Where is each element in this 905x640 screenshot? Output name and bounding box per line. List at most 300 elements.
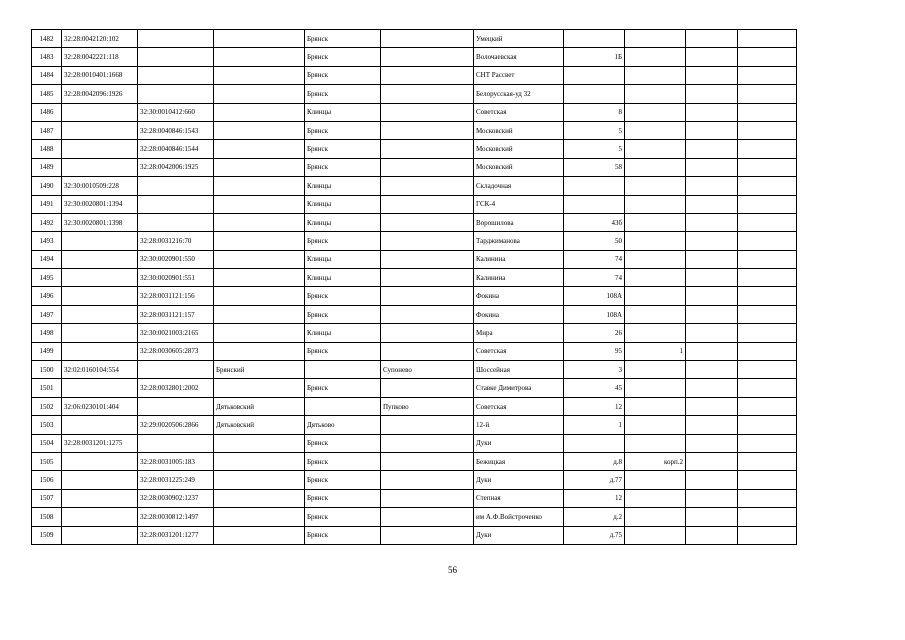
cell-settlement [381,30,474,48]
cell-house-number [564,177,625,195]
cell-row-number: 1507 [32,489,62,507]
cell-flat [686,361,738,379]
cell-street: Дуки [474,471,564,489]
table-row [32,379,797,397]
cell-building [625,508,686,526]
cell-note [738,195,797,213]
cell-district [214,158,305,176]
table-row [32,287,797,305]
cell-building [625,305,686,323]
cell-row-number: 1508 [32,508,62,526]
cell-city: Брянск [305,287,381,305]
cell-house-number [564,434,625,452]
cell-cadastral-number-b: 32:28:0031216:70 [138,232,214,250]
cell-district [214,103,305,121]
cell-city: Клинцы [305,177,381,195]
cell-district [214,526,305,544]
cell-city [305,361,381,379]
cell-cadastral-number-b [138,30,214,48]
cell-cadastral-number-a: 32:28:0010401:1668 [62,66,138,84]
cell-row-number: 1490 [32,177,62,195]
cell-street: Дуки [474,434,564,452]
cell-street: Складочная [474,177,564,195]
cell-street: им А.Ф.Войстроченко [474,508,564,526]
cell-building [625,30,686,48]
cell-street: Калинина [474,250,564,268]
cell-city: Клинцы [305,250,381,268]
cell-settlement [381,232,474,250]
cell-house-number: 5 [564,140,625,158]
table-row [32,305,797,323]
cell-settlement [381,66,474,84]
cell-note [738,342,797,360]
table-row [32,85,797,103]
cell-district [214,508,305,526]
cell-district [214,305,305,323]
cell-cadastral-number-a: 32:28:0042120:102 [62,30,138,48]
cell-cadastral-number-b: 32:30:0020901:551 [138,269,214,287]
table-row [32,250,797,268]
cell-settlement [381,140,474,158]
cell-settlement [381,269,474,287]
cell-city: Брянск [305,379,381,397]
cell-district [214,379,305,397]
cell-cadastral-number-a [62,103,138,121]
cell-street: Советская [474,103,564,121]
table-body [32,30,797,545]
cell-note [738,269,797,287]
cell-district [214,85,305,103]
cell-cadastral-number-b [138,85,214,103]
cell-district [214,213,305,231]
table-row [32,195,797,213]
cell-flat [686,489,738,507]
cell-row-number: 1505 [32,452,62,470]
cell-cadastral-number-a: 32:28:0031201:1275 [62,434,138,452]
cell-cadastral-number-a [62,324,138,342]
cell-street: Московский [474,121,564,139]
cell-district [214,121,305,139]
cell-street: СНТ Рассвет [474,66,564,84]
cell-house-number [564,66,625,84]
cell-city: Клинцы [305,269,381,287]
cell-note [738,434,797,452]
cell-cadastral-number-a [62,140,138,158]
table-row [32,232,797,250]
cell-district [214,489,305,507]
cell-city: Брянск [305,489,381,507]
cell-flat [686,213,738,231]
cell-building [625,269,686,287]
cell-cadastral-number-a [62,342,138,360]
table-row [32,269,797,287]
cell-house-number: 1 [564,416,625,434]
cell-cadastral-number-a: 32:06:0230101:404 [62,397,138,415]
table-row [32,103,797,121]
cell-settlement [381,489,474,507]
cell-row-number: 1504 [32,434,62,452]
cell-flat [686,397,738,415]
cell-building [625,434,686,452]
cell-house-number: 12 [564,397,625,415]
cell-house-number: 45 [564,379,625,397]
cell-district [214,250,305,268]
cell-street: Советская [474,397,564,415]
cell-building [625,287,686,305]
cell-row-number: 1500 [32,361,62,379]
cell-row-number: 1488 [32,140,62,158]
page-number: 56 [448,565,457,575]
cell-note [738,305,797,323]
cell-building [625,48,686,66]
cell-city: Брянск [305,526,381,544]
cell-settlement [381,434,474,452]
cell-city: Брянск [305,158,381,176]
cell-row-number: 1486 [32,103,62,121]
cell-row-number: 1494 [32,250,62,268]
cell-building [625,158,686,176]
cell-row-number: 1482 [32,30,62,48]
cell-row-number: 1484 [32,66,62,84]
cell-cadastral-number-b: 32:28:0040846:1543 [138,121,214,139]
table-row [32,361,797,379]
cell-city: Брянск [305,305,381,323]
cell-house-number: 50 [564,232,625,250]
cell-flat [686,85,738,103]
cell-building [625,416,686,434]
cell-cadastral-number-b: 32:28:0030812:1497 [138,508,214,526]
cell-city: Брянск [305,121,381,139]
cell-cadastral-number-a [62,121,138,139]
cell-settlement [381,103,474,121]
table-row [32,48,797,66]
table-row [32,324,797,342]
cell-row-number: 1492 [32,213,62,231]
cell-cadastral-number-b: 32:28:0031005:183 [138,452,214,470]
cell-settlement [381,250,474,268]
cell-district [214,324,305,342]
cell-street: Дуки [474,526,564,544]
cell-house-number [564,85,625,103]
cell-street: Фокина [474,287,564,305]
table-row [32,30,797,48]
cell-district [214,434,305,452]
cell-city: Брянск [305,452,381,470]
cell-house-number: 74 [564,250,625,268]
cell-cadastral-number-b: 32:28:0031225:249 [138,471,214,489]
cell-note [738,287,797,305]
cell-settlement [381,48,474,66]
cell-flat [686,452,738,470]
table-row [32,397,797,415]
cell-note [738,416,797,434]
cell-flat [686,508,738,526]
cell-flat [686,48,738,66]
cell-building [625,379,686,397]
cell-district [214,195,305,213]
cell-district [214,66,305,84]
cell-city: Клинцы [305,195,381,213]
cell-settlement [381,195,474,213]
cell-flat [686,140,738,158]
cell-row-number: 1483 [32,48,62,66]
cell-district [214,452,305,470]
cell-settlement [381,416,474,434]
cell-flat [686,269,738,287]
cell-flat [686,30,738,48]
cell-row-number: 1496 [32,287,62,305]
cell-cadastral-number-a: 32:30:0020801:1394 [62,195,138,213]
cell-city: Брянск [305,342,381,360]
cell-house-number: д.8 [564,452,625,470]
cell-cadastral-number-a [62,416,138,434]
cell-cadastral-number-b: 32:29:0020506:2866 [138,416,214,434]
table-row [32,158,797,176]
cell-cadastral-number-a: 32:28:0042221:118 [62,48,138,66]
cell-note [738,250,797,268]
cell-house-number: д.2 [564,508,625,526]
table-row [32,489,797,507]
table-row [32,471,797,489]
cell-cadastral-number-b [138,48,214,66]
cell-settlement [381,287,474,305]
table-row [32,121,797,139]
cell-cadastral-number-a [62,232,138,250]
cell-note [738,213,797,231]
cell-settlement [381,508,474,526]
cell-settlement: Пупково [381,397,474,415]
cell-settlement [381,342,474,360]
cell-flat [686,324,738,342]
cell-row-number: 1493 [32,232,62,250]
cell-street: Волочаевская [474,48,564,66]
cell-note [738,30,797,48]
cell-note [738,103,797,121]
cell-settlement [381,213,474,231]
cell-street: Ставке Димитрова [474,379,564,397]
cell-cadastral-number-a [62,526,138,544]
cell-cadastral-number-b: 32:28:0040846:1544 [138,140,214,158]
cell-note [738,361,797,379]
table-row [32,213,797,231]
cell-settlement [381,121,474,139]
cell-note [738,397,797,415]
cell-flat [686,471,738,489]
cell-settlement [381,379,474,397]
cell-building [625,177,686,195]
cell-cadastral-number-a: 32:28:0042096:1926 [62,85,138,103]
cell-city: Дятьково [305,416,381,434]
cell-street: Степная [474,489,564,507]
cell-row-number: 1485 [32,85,62,103]
cell-row-number: 1498 [32,324,62,342]
cell-building: 1 [625,342,686,360]
cell-district [214,232,305,250]
table-row [32,452,797,470]
cell-cadastral-number-a [62,471,138,489]
cell-flat [686,250,738,268]
table-row [32,526,797,544]
cell-cadastral-number-b: 32:28:0030902:1237 [138,489,214,507]
cell-street: Умецкий [474,30,564,48]
cell-city: Брянск [305,66,381,84]
cell-district [214,140,305,158]
cell-street: Ворошилова [474,213,564,231]
cell-building [625,213,686,231]
cell-flat [686,66,738,84]
cell-settlement [381,452,474,470]
cell-flat [686,287,738,305]
table-row [32,140,797,158]
cell-district [214,30,305,48]
cell-flat [686,434,738,452]
cell-district: Дятьковский [214,416,305,434]
cell-street: Калинина [474,269,564,287]
cell-building [625,361,686,379]
cell-district [214,269,305,287]
cell-flat [686,103,738,121]
cell-district [214,471,305,489]
table-row [32,434,797,452]
cell-cadastral-number-a [62,269,138,287]
cell-note [738,232,797,250]
cell-settlement [381,177,474,195]
cell-building [625,85,686,103]
cell-street: Советская [474,342,564,360]
cell-street: Фокина [474,305,564,323]
cell-house-number: 12 [564,489,625,507]
cell-flat [686,232,738,250]
cell-cadastral-number-b [138,213,214,231]
cell-flat [686,342,738,360]
cell-city: Брянск [305,232,381,250]
cell-note [738,526,797,544]
cell-street: Тарджиманова [474,232,564,250]
cell-city: Брянск [305,48,381,66]
cell-note [738,85,797,103]
table-row [32,508,797,526]
cell-flat [686,158,738,176]
cell-cadastral-number-b: 32:28:0031121:157 [138,305,214,323]
cell-row-number: 1491 [32,195,62,213]
cell-house-number: 95 [564,342,625,360]
cell-cadastral-number-a [62,508,138,526]
table-row [32,416,797,434]
cell-house-number: 8 [564,103,625,121]
cell-city: Брянск [305,508,381,526]
cell-city: Брянск [305,85,381,103]
table-row [32,177,797,195]
cell-settlement: Супонево [381,361,474,379]
cell-house-number: 26 [564,324,625,342]
cell-street: Московский [474,158,564,176]
cell-cadastral-number-b: 32:28:0031201:1277 [138,526,214,544]
table-row [32,66,797,84]
cell-cadastral-number-b [138,177,214,195]
cell-row-number: 1495 [32,269,62,287]
cell-cadastral-number-b [138,195,214,213]
cell-row-number: 1499 [32,342,62,360]
cell-building [625,250,686,268]
cell-note [738,324,797,342]
cell-district [214,287,305,305]
cell-city: Брянск [305,140,381,158]
cell-building [625,489,686,507]
cell-cadastral-number-a [62,287,138,305]
cell-cadastral-number-b: 32:30:0021003:2165 [138,324,214,342]
cell-district: Брянский [214,361,305,379]
cell-settlement [381,85,474,103]
cell-cadastral-number-a: 32:30:0010509:228 [62,177,138,195]
cell-city: Клинцы [305,213,381,231]
cell-cadastral-number-a: 32:02:0160104:554 [62,361,138,379]
cell-district [214,177,305,195]
cell-row-number: 1502 [32,397,62,415]
cell-street: 12-й [474,416,564,434]
table-row [32,342,797,360]
cell-building [625,195,686,213]
cell-street: Московский [474,140,564,158]
cell-building: корп.2 [625,452,686,470]
cell-note [738,158,797,176]
cell-building [625,140,686,158]
cell-building [625,471,686,489]
cell-flat [686,177,738,195]
cell-note [738,508,797,526]
cell-note [738,489,797,507]
cell-cadastral-number-a [62,489,138,507]
cell-building [625,103,686,121]
cell-city: Клинцы [305,324,381,342]
cell-city: Брянск [305,30,381,48]
cell-row-number: 1501 [32,379,62,397]
cell-row-number: 1487 [32,121,62,139]
cell-note [738,379,797,397]
cell-cadastral-number-b: 32:30:0010412:660 [138,103,214,121]
cell-city: Брянск [305,471,381,489]
cell-district [214,342,305,360]
cell-cadastral-number-b [138,66,214,84]
cell-row-number: 1506 [32,471,62,489]
cell-settlement [381,158,474,176]
cell-building [625,324,686,342]
cell-note [738,177,797,195]
cell-street: Белорусская-уд 32 [474,85,564,103]
cell-cadastral-number-b [138,361,214,379]
cell-row-number: 1509 [32,526,62,544]
cell-street: Шоссейная [474,361,564,379]
cell-cadastral-number-b: 32:28:0042006:1925 [138,158,214,176]
cell-note [738,140,797,158]
cell-row-number: 1497 [32,305,62,323]
cell-note [738,66,797,84]
cell-district [214,48,305,66]
cell-building [625,66,686,84]
cell-house-number: 1Б [564,48,625,66]
cell-house-number [564,195,625,213]
cell-house-number: д.77 [564,471,625,489]
cell-cadastral-number-a [62,379,138,397]
cell-settlement [381,305,474,323]
cell-flat [686,121,738,139]
cell-note [738,48,797,66]
cell-house-number: д.75 [564,526,625,544]
cell-house-number: 3 [564,361,625,379]
cell-cadastral-number-a: 32:30:0020801:1398 [62,213,138,231]
cell-note [738,471,797,489]
cell-flat [686,305,738,323]
cell-house-number: 74 [564,269,625,287]
